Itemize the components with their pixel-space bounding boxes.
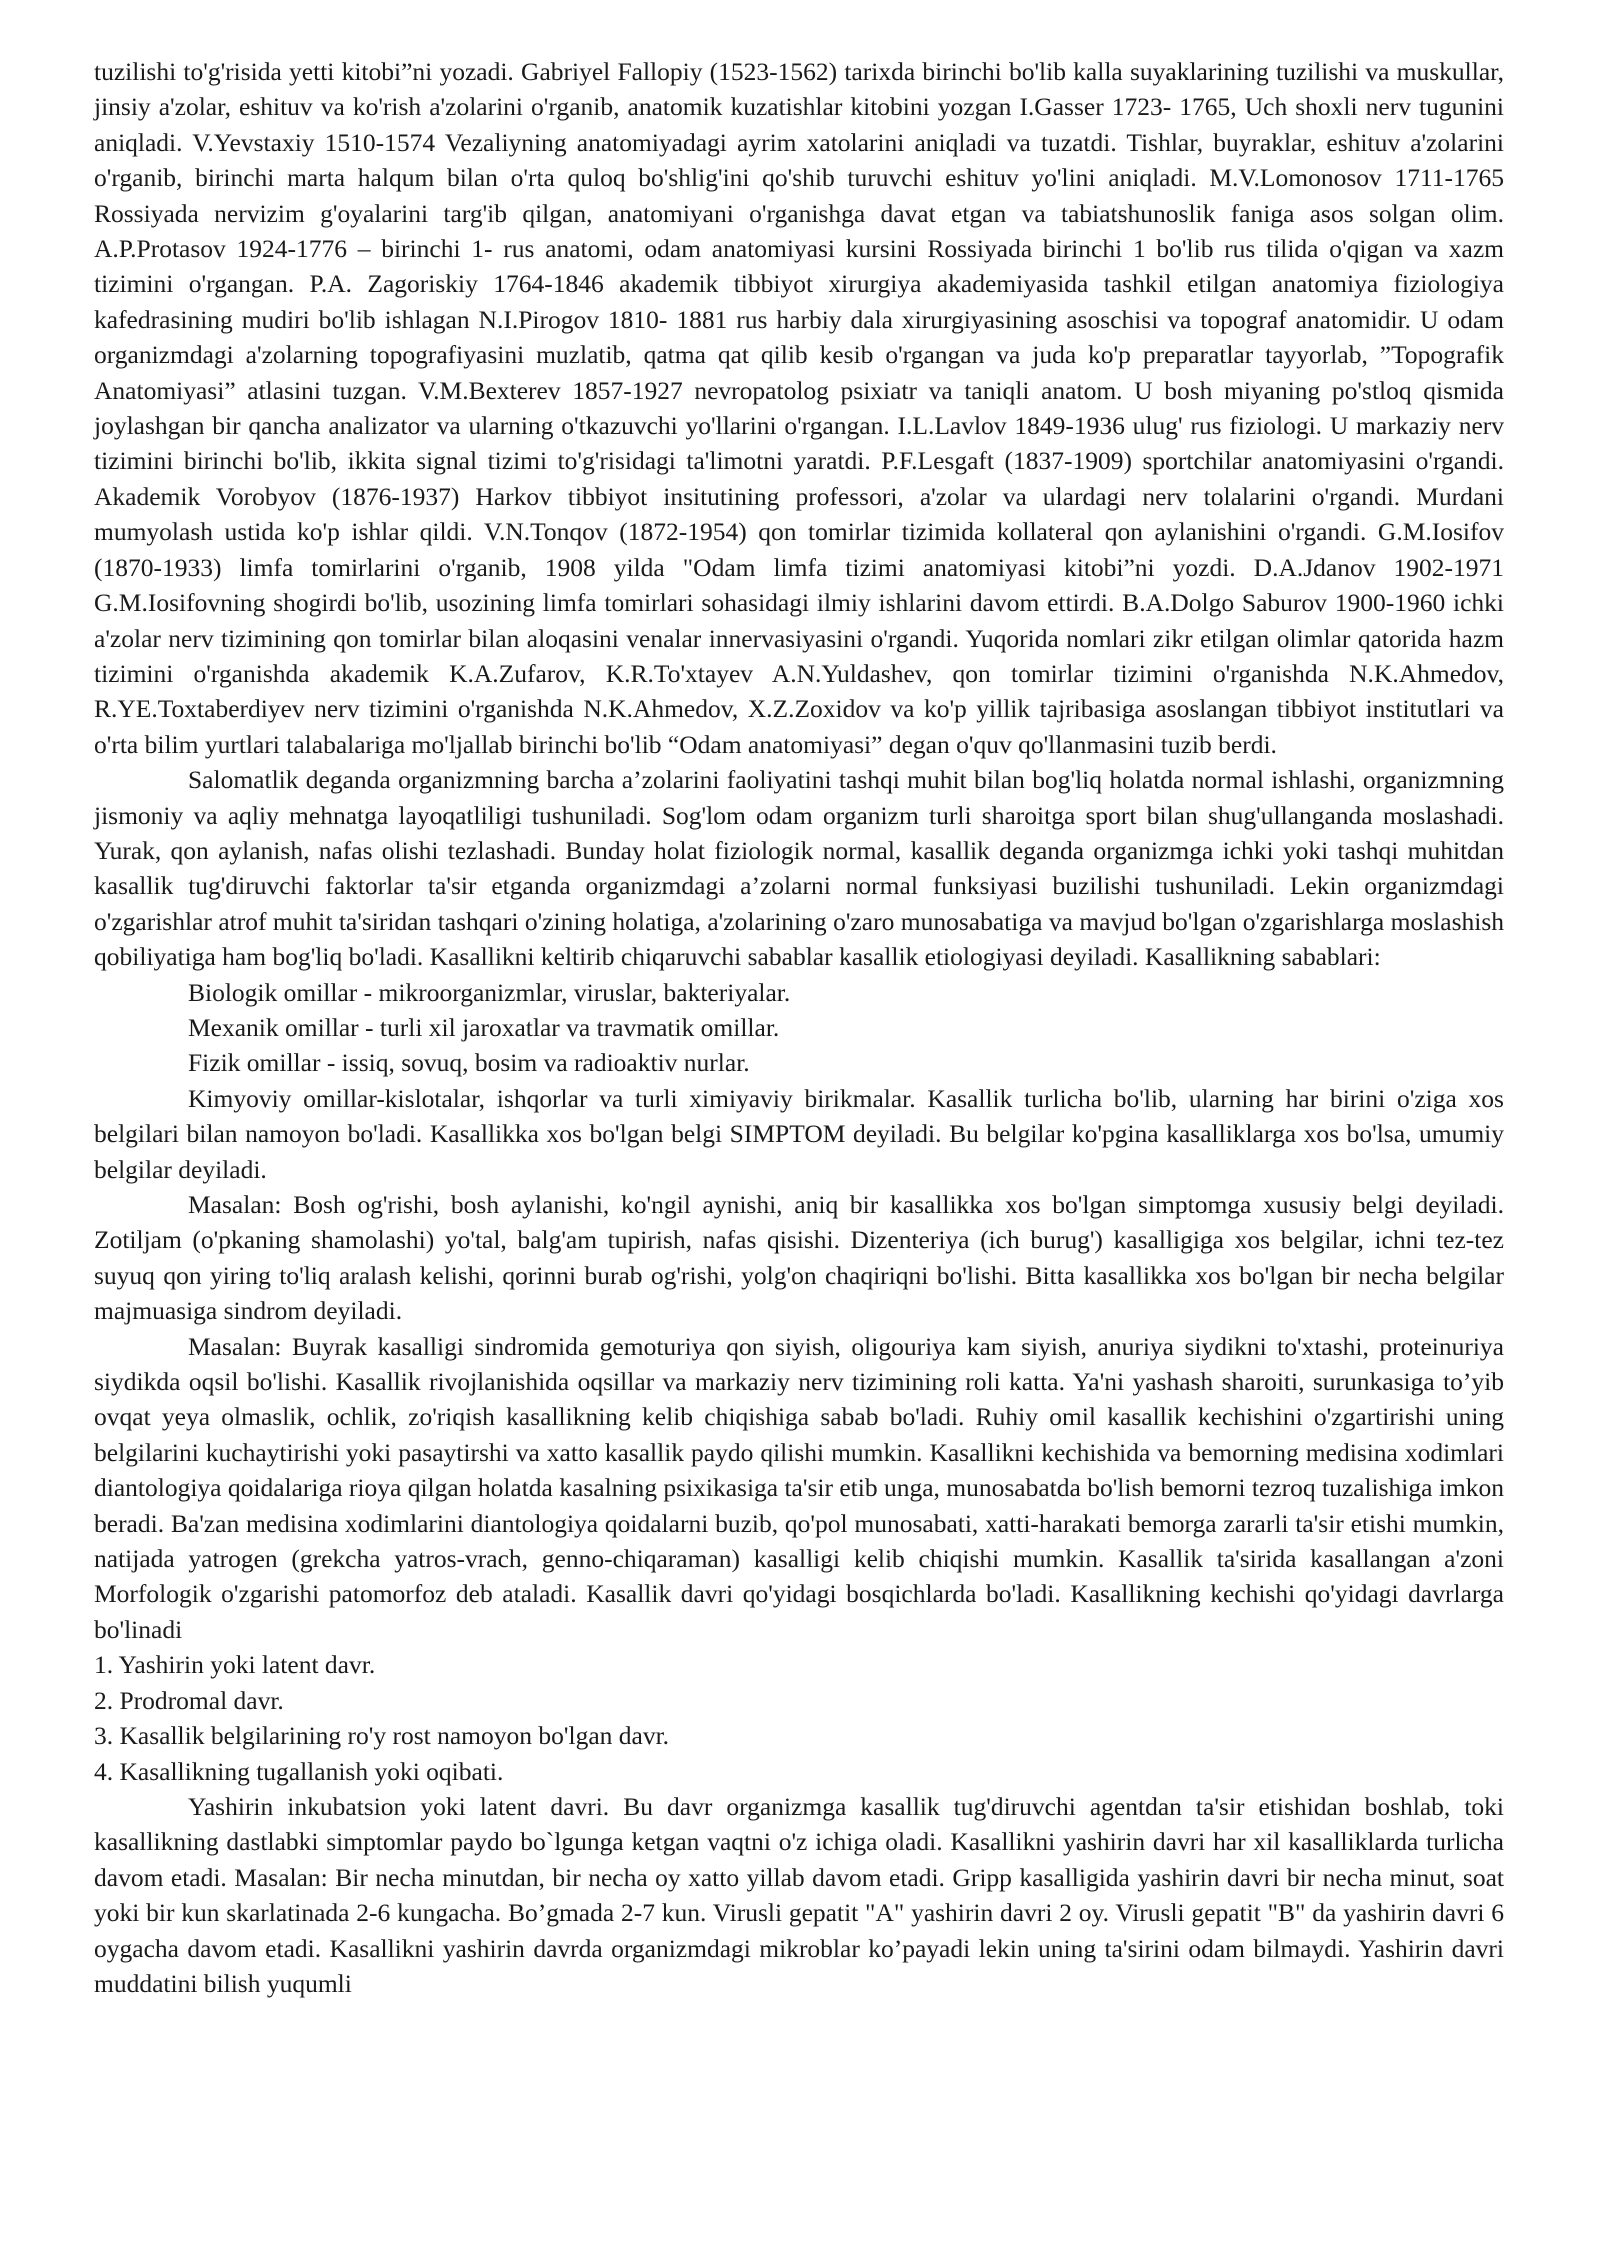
numbered-item-latent-period: 1. Yashirin yoki latent davr. (94, 1650, 376, 1680)
list-item-biological-factors: Biologik omillar - mikroorganizmlar, viruslar, bakteriyalar. (188, 977, 791, 1007)
paragraph-symptom-examples: Masalan: Bosh og'rishi, bosh aylanishi, ko'ngil aynishi, aniq bir kasallikka xos bo'lgan simptomga xususiy belgi deyiladi. Zotiljam (o'pkaning shamolashi) yo'tal, balg'am tupirish, nafas qisishi. Dizenteriya (ich burug') kasalligiga xos belgilar, ichni tez-tez suyuq qon yiring to'liq aralash kelishi, qorinni burab og'rishi, yolg'on chaqiriqni bo'lishi. Bitta kasallikka xos bo'lgan bir necha belgilar majmuasiga sindrom deyiladi. (94, 1190, 1504, 1326)
numbered-item-outcome-period: 4. Kasallikning tugallanish yoki oqibati. (94, 1756, 504, 1786)
paragraph-syndrome-examples: Masalan: Buyrak kasalligi sindromida gemoturiya qon siyish, oligouriya kam siyish, anuriya siydikni to'xtashi, proteinuriya siydikda oqsil bo'lishi. Kasallik rivojlanishida oqsillar va markaziy nerv tizimining roli katta. Ya'ni yashash sharoiti, surunkasiga to’yib ovqat yeya olmaslik, ochlik, zo'riqish kasallikning kelib chiqishiga sabab bo'ladi. Ruhiy omil kasallik kechishini o'zgartirishi uning belgilarini kuchaytirishi yoki pasaytirshi va xatto kasallik paydo qilishi mumkin. Kasallikni kechishida va bemorning medisina xodimlari diantologiya qoidalariga rioya qilgan holatda kasalning psixikasiga ta'sir etib unga, munosabatda bo'lish bemorni tezroq tuzalishiga imkon beradi. Ba'zan medisina xodimlarini diantologiya qoidalarni buzib, qo'pol munosabati, xatti-harakati bemorga zararli ta'sir etishi mumkin, natijada yatrogen (grekcha yatros-vrach, genno-chiqaraman) kasalligi kelib chiqishi mumkin. Kasallik ta'sirida kasallangan a'zoni Morfologik o'zgarishi patomorfoz deb ataladi. Kasallik davri qo'yidagi bosqichlarda bo'ladi. Kasallikning kechishi qo'yidagi davrlarga bo'linadi (94, 1331, 1504, 1644)
paragraph-latent-period: Yashirin inkubatsion yoki latent davri. Bu davr organizmga kasallik tug'diruvchi agentdan ta'sir etishidan boshlab, toki kasallikning dastlabki simptomlar paydo bo`lgunga ketgan vaqtni o'z ichiga oladi. Kasallikni yashirin davri har xil kasalliklarda turlicha davom etadi. Masalan: Bir necha minutdan, bir necha oy xatto yillab davom etadi. Gripp kasalligida yashirin davri bir necha minut, soat yoki bir kun skarlatinada 2-6 kungacha. Bo’gmada 2-7 kun. Virusli gepatit "A" yashirin davri 2 oy. Virusli gepatit "B" da yashirin davri 6 oygacha davom etadi. Kasallikni yashirin davrda organizmdagi mikroblar ko’payadi lekin uning ta'sirini odam bilmaydi. Yashirin davri muddatini bilish yuqumli (94, 1791, 1504, 1998)
numbered-item-prodromal-period: 2. Prodromal davr. (94, 1685, 284, 1715)
document-page (94, 54, 1504, 2001)
paragraph-anatomists-history: tuzilishi to'g'risida yetti kitobi”ni yozadi. Gabriyel Fallopiy (1523-1562) tarixda birinchi bo'lib kalla suyaklarining tuzilishi va muskullar, jinsiy a'zolar, eshituv va ko'rish a'zolarini o'rganib, anatomik kuzatishlar kitobini yozgan I.Gasser 1723- 1765, Uch shoxli nerv tugunini aniqladi. V.Yevstaxiy 1510-1574 Vezaliyning anatomiyadagi ayrim xatolarini aniqladi va tuzatdi. Tishlar, buyraklar, eshituv a'zolarini o'rganib, birinchi marta halqum bilan o'rta quloq bo'shlig'ini qo'shib turuvchi eshituv yo'lini aniqladi. M.V.Lomonosov 1711-1765 Rossiyada nervizim g'oyalarini targ'ib qilgan, anatomiyani o'rganishga davat etgan va tabiatshunoslik faniga asos solgan olim. A.P.Protasov 1924-1776 – birinchi 1- rus anatomi, odam anatomiyasi kursini Rossiyada birinchi 1 bo'lib rus tilida o'qigan va xazm tizimini o'rgangan. P.A. Zagoriskiy 1764-1846 akademik tibbiyot xirurgiya akademiyasida tashkil etilgan anatomiya fiziologiya kafedrasining mudiri bo'lib ishlagan N.I.Pirogov 1810- 1881 rus harbiy dala xirurgiyasining asoschisi va topograf anatomidir. U odam organizmdagi a'zolarning topografiyasini muzlatib, qatma qat qilib kesib o'rgangan va juda ko'p preparatlar tayyorlab, ”Topografik Anatomiyasi” atlasini tuzgan. V.M.Bexterev 1857-1927 nevropatolog psixiatr va taniqli anatom. U bosh miyaning po'stloq qismida joylashgan bir qancha analizator va ularning o'tkazuvchi yo'llarini o'rgangan. I.L.Lavlov 1849-1936 ulug' rus fiziologi. U markaziy nerv tizimini birinchi bo'lib, ikkita signal tizimi to'g'risidagi ta'limotni yaratdi. P.F.Lesgaft (1837-1909) sportchilar anatomiyasini o'rgandi. Akademik Vorobyov (1876-1937) Harkov tibbiyot insitutining professori, a'zolar va ulardagi nerv tolalarini o'rgandi. Murdani mumyolash ustida ko'p ishlar qildi. V.N.Tonqov (1872-1954) qon tomirlar tizimida kollateral qon aylanishini o'rgandi. G.M.Iosifov (1870-1933) limfa tomirlarini o'rganib, 1908 yilda "Odam limfa tizimi anatomiyasi kitobi”ni yozdi. D.A.Jdanov 1902-1971 G.M.Iosifovning shogirdi bo'lib, usozining limfa tomirlari sohasidagi ilmiy ishlarini davom ettirdi. B.A.Dolgo Saburov 1900-1960 ichki a'zolar nerv tizimining qon tomirlar bilan aloqasini venalar innervasiyasini o'rgandi. Yuqorida nomlari zikr etilgan olimlar qatorida hazm tizimini o'rganishda akademik K.A.Zufarov, K.R.To'xtayev A.N.Yuldashev, qon tomirlar tizimini o'rganishda N.K.Ahmedov, R.YE.Toxtaberdiyev nerv tizimini o'rganishda N.K.Ahmedov, X.Z.Zoxidov va ko'p yillik tajribasiga asoslangan tibbiyot institutlari va o'rta bilim yurtlari talabalariga mo'ljallab birinchi bo'lib “Odam anatomiyasi” degan o'quv qo'llanmasini tuzib berdi. (94, 57, 1504, 759)
paragraph-health-definition: Salomatlik deganda organizmning barcha a’zolarini faoliyatini tashqi muhit bilan bog'liq holatda normal ishlashi, organizmning jismoniy va aqliy mehnatga layoqatliligi tushuniladi. Sog'lom odam organizm turli sharoitga sport bilan shug'ullanganda moslashadi. Yurak, qon aylanish, nafas olishi tezlashadi. Bunday holat fiziologik normal, kasallik deganda organizmga ichki yoki tashqi muhitdan kasallik tug'diruvchi faktorlar ta'sir etganda organizmdagi a’zolarni normal funksiyasi buzilishi tushuniladi. Lekin organizmdagi o'zgarishlar atrof muhit ta'siridan tashqari o'zining holatiga, a'zolarining o'zaro munosabatiga va mavjud bo'lgan o'zgarishlarga moslashish qobiliyatiga ham bog'liq bo'ladi. Kasallikni keltirib chiqaruvchi sabablar kasallik etiologiyasi deyiladi. Kasallikning sabablari: (94, 765, 1504, 972)
numbered-item-manifest-period: 3. Kasallik belgilarining ro'y rost namoyon bo'lgan davr. (94, 1721, 670, 1751)
list-item-mechanical-factors: Mexanik omillar - turli xil jaroxatlar va travmatik omillar. (188, 1012, 780, 1042)
list-item-physical-factors: Fizik omillar - issiq, sovuq, bosim va radioaktiv nurlar. (188, 1048, 750, 1078)
paragraph-chemical-factors: Kimyoviy omillar-kislotalar, ishqorlar va turli ximiyaviy birikmalar. Kasallik turlicha bo'lib, ularning har birini o'ziga xos belgilari bilan namoyon bo'ladi. Kasallikka xos bo'lgan belgi SIMPTOM deyiladi. Bu belgilar ko'pgina kasalliklarga xos bo'lsa, umumiy belgilar deyiladi. (94, 1083, 1504, 1184)
